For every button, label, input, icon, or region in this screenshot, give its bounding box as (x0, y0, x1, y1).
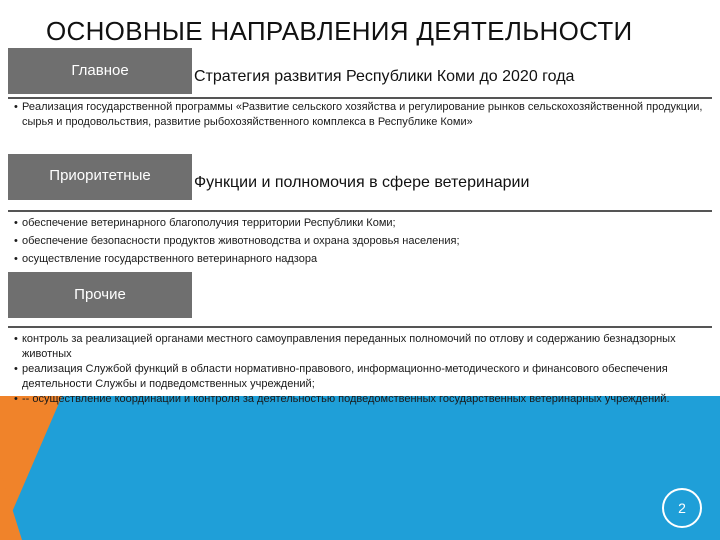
list-item: • обеспечение безопасности продуктов животноводства и охрана здоровья населения; (14, 232, 710, 250)
list-item: • осуществление государственного ветеринарного надзора (14, 250, 710, 268)
orange-accent-shape-lower (0, 470, 22, 540)
slide-title: ОСНОВНЫЕ НАПРАВЛЕНИЯ ДЕЯТЕЛЬНОСТИ (46, 16, 633, 46)
section-label-text: Прочие (74, 286, 126, 303)
bullet-list-main (14, 100, 710, 130)
bottom-blue-band (0, 396, 720, 540)
section-heading-functions: Функции и полномочия в сфере ветеринарии (194, 174, 530, 191)
bullet-list-priority (14, 214, 710, 268)
list-item: • обеспечение ветеринарного благополучия территории Республики Коми; (14, 214, 710, 232)
list-item: • -- осуществление координации и контроля за деятельностью подведомственных государственных ветеринарных учреждений. (14, 392, 710, 407)
list-item: • Реализация государственной программы «Развитие сельского хозяйства и регулирование рынков сельскохозяйственной продукции, сырья и продовольствия, развитие рыбохозяйственного комплекса в Республике Коми» (14, 100, 710, 130)
section-label-priority (8, 154, 192, 200)
list-item: • контроль за реализацией органами местного самоуправления переданных полномочий по отлову и содержанию безнадзорных животных (14, 332, 710, 362)
list-item: • реализация Службой функций в области нормативно-правового, информационно-методического и финансового обеспечения деятельности Службы и подведомственных учреждений; (14, 362, 710, 392)
section-label-other (8, 272, 192, 318)
divider (8, 326, 712, 328)
divider (8, 210, 712, 212)
divider (8, 97, 712, 99)
bullet-list-other (14, 332, 710, 407)
section-label-main (8, 48, 192, 94)
page-number-badge: 2 (662, 488, 702, 528)
section-label-text: Приоритетные (49, 167, 151, 184)
section-label-text: Главное (71, 62, 129, 79)
section-heading-strategy: Стратегия развития Республики Коми до 2020 года (194, 68, 575, 85)
